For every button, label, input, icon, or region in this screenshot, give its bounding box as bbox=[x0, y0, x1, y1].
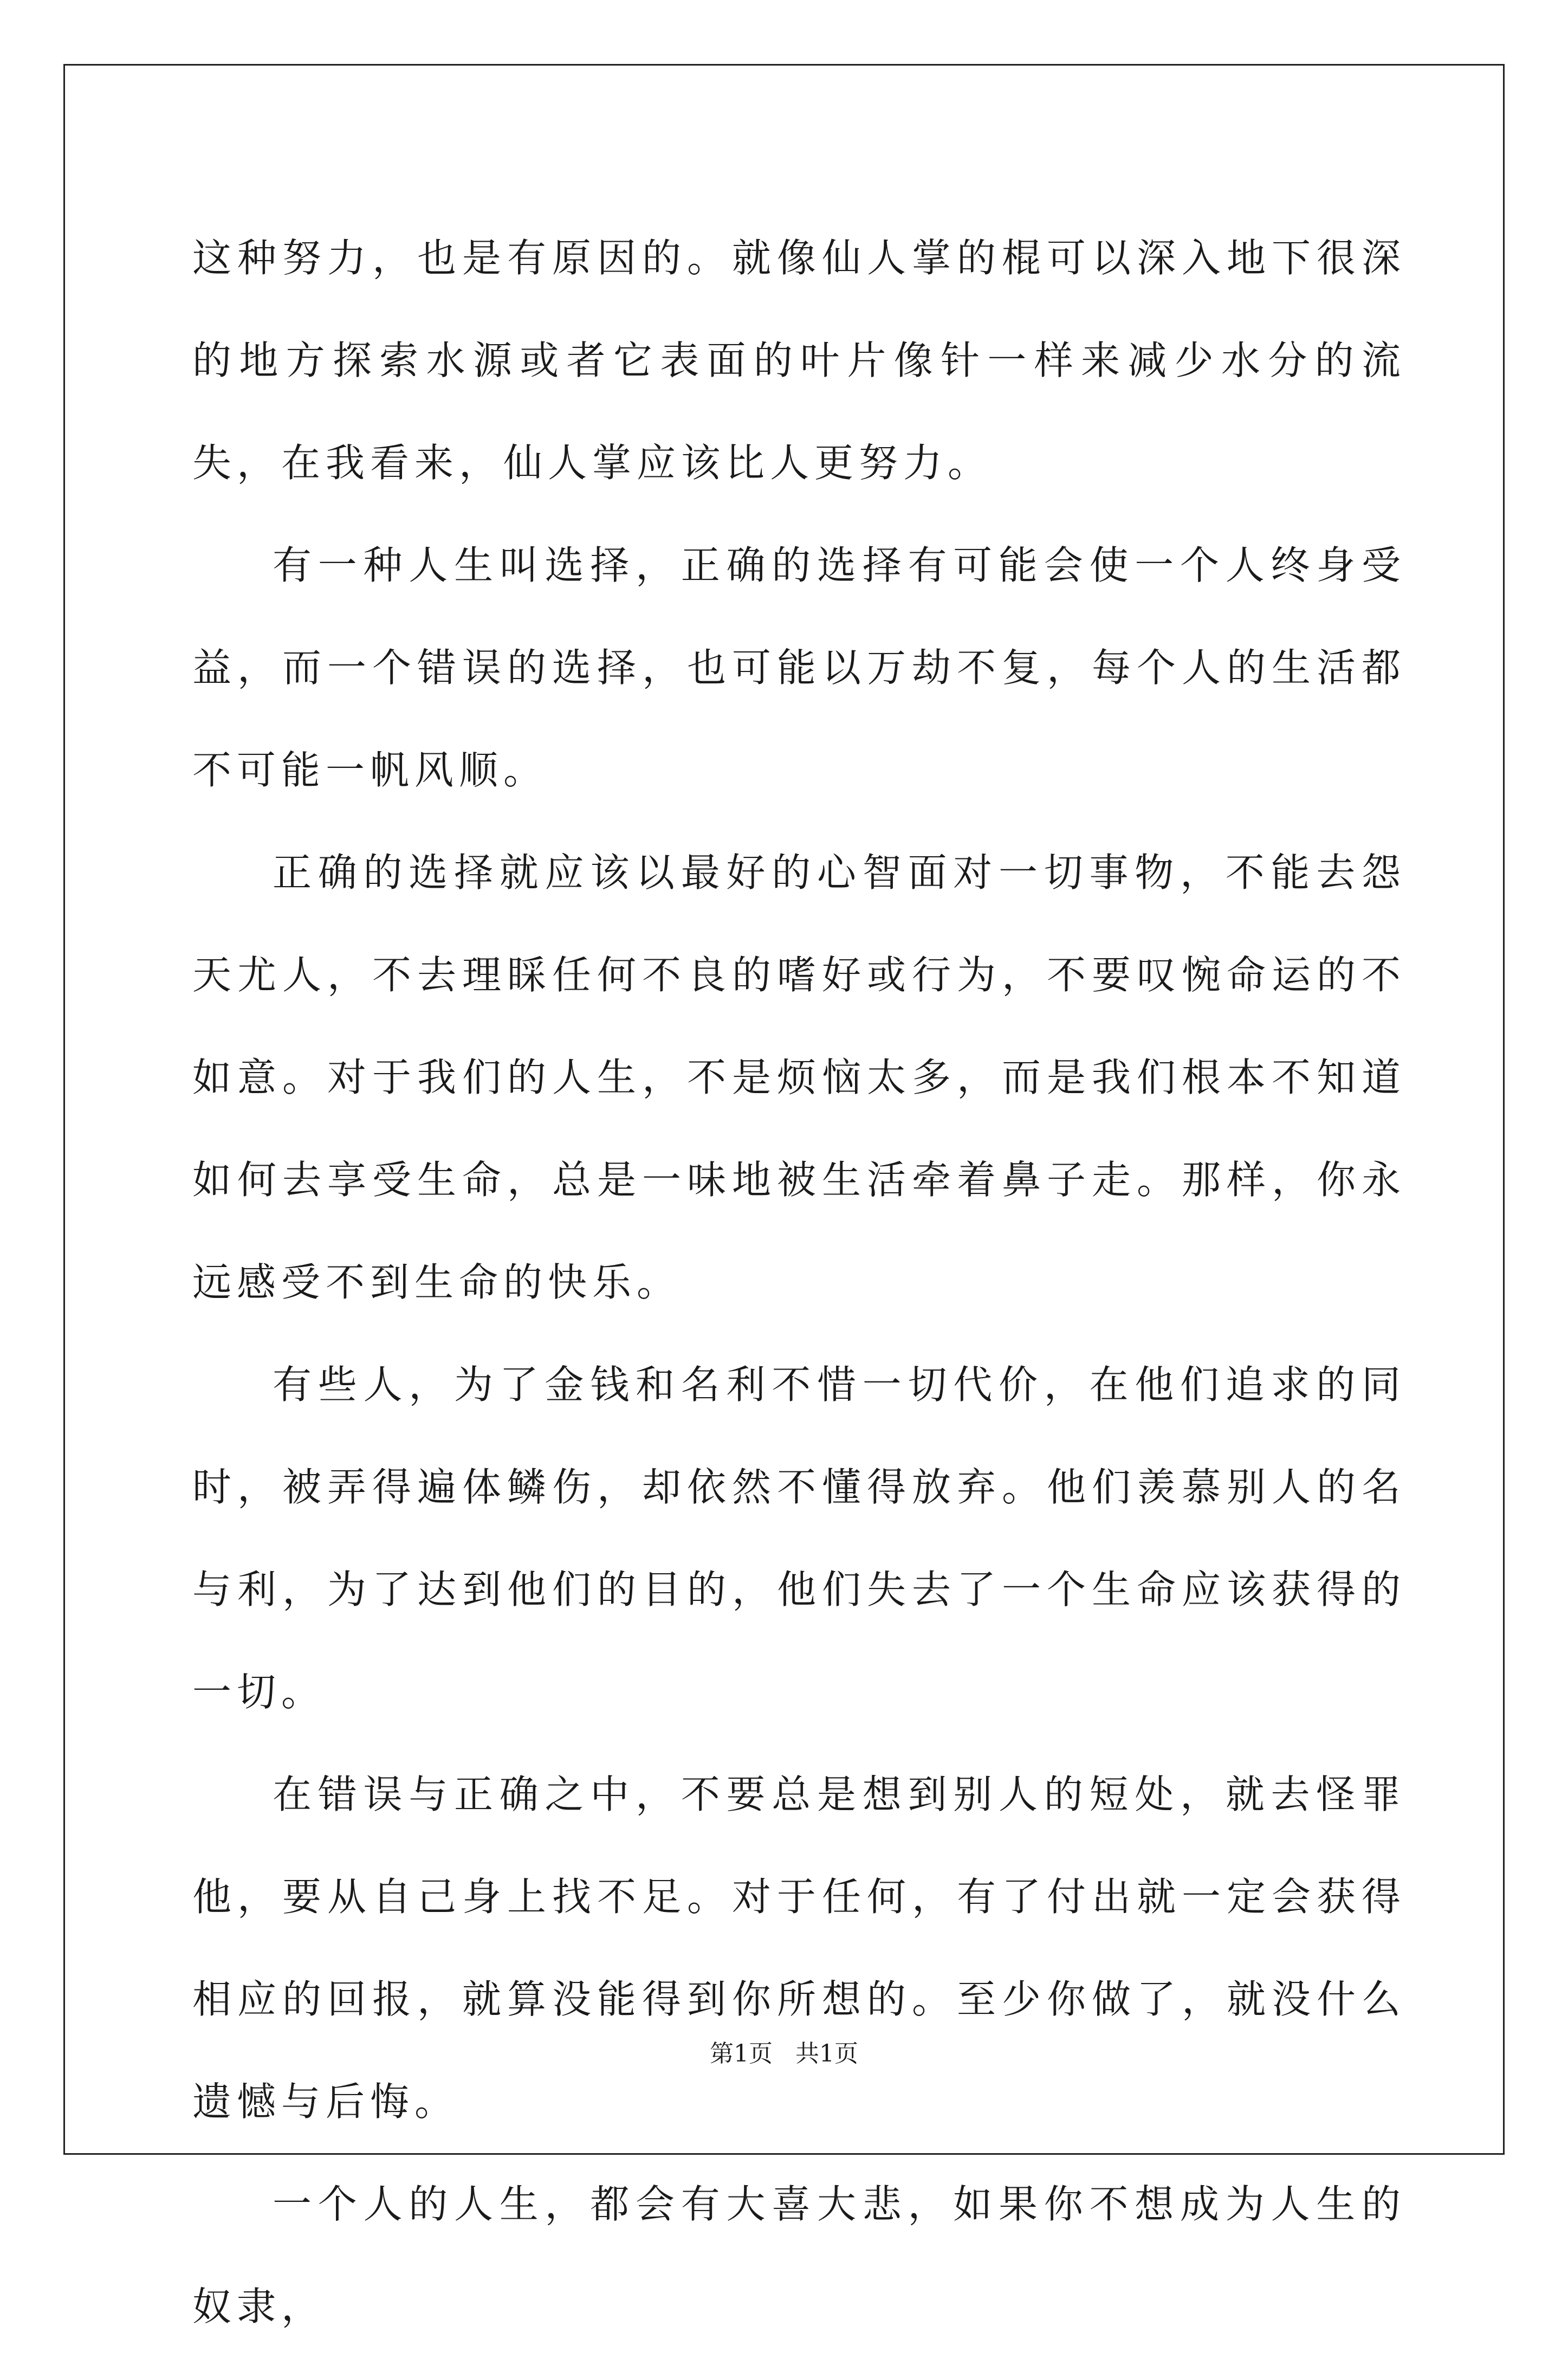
page-number-total: 共1页 bbox=[795, 2040, 858, 2068]
document-body bbox=[192, 207, 1406, 2358]
paragraph-4: 有些人，为了金钱和名利不惜一切代价，在他们追求的同时，被弄得遍体鳞伤，却依然不懂得放弃。他们羡慕别人的名与利，为了达到他们的目的，他们失去了一个生命应该获得的一切。 bbox=[192, 1362, 1406, 1715]
paragraph-1: 这种努力，也是有原因的。就像仙人掌的棍可以深入地下很深的地方探索水源或者它表面的叶片像针一样来减少水分的流失，在我看来，仙人掌应该比人更努力。 bbox=[192, 235, 1406, 486]
page-footer bbox=[0, 2039, 1568, 2069]
page-number-current: 第1页 bbox=[710, 2040, 773, 2068]
paragraph-5: 在错误与正确之中，不要总是想到别人的短处，就去怪罪他，要从自己身上找不足。对于任何，有了付出就一定会获得相应的回报，就算没能得到你所想的。至少你做了，就没什么遗憾与后悔。 bbox=[192, 1772, 1406, 2124]
paragraph-3: 正确的选择就应该以最好的心智面对一切事物，不能去怨天尤人，不去理睬任何不良的嗜好或行为，不要叹惋命运的不如意。对于我们的人生，不是烦恼太多，而是我们根本不知道如何去享受生命，总是一味地被生活牵着鼻子走。那样，你永远感受不到生命的快乐。 bbox=[192, 850, 1406, 1305]
paragraph-6: 一个人的人生，都会有大喜大悲，如果你不想成为人生的奴隶， bbox=[192, 2181, 1406, 2329]
paragraph-2: 有一种人生叫选择，正确的选择有可能会使一个人终身受益，而一个错误的选择，也可能以万劫不复，每个人的生活都不可能一帆风顺。 bbox=[192, 542, 1406, 793]
